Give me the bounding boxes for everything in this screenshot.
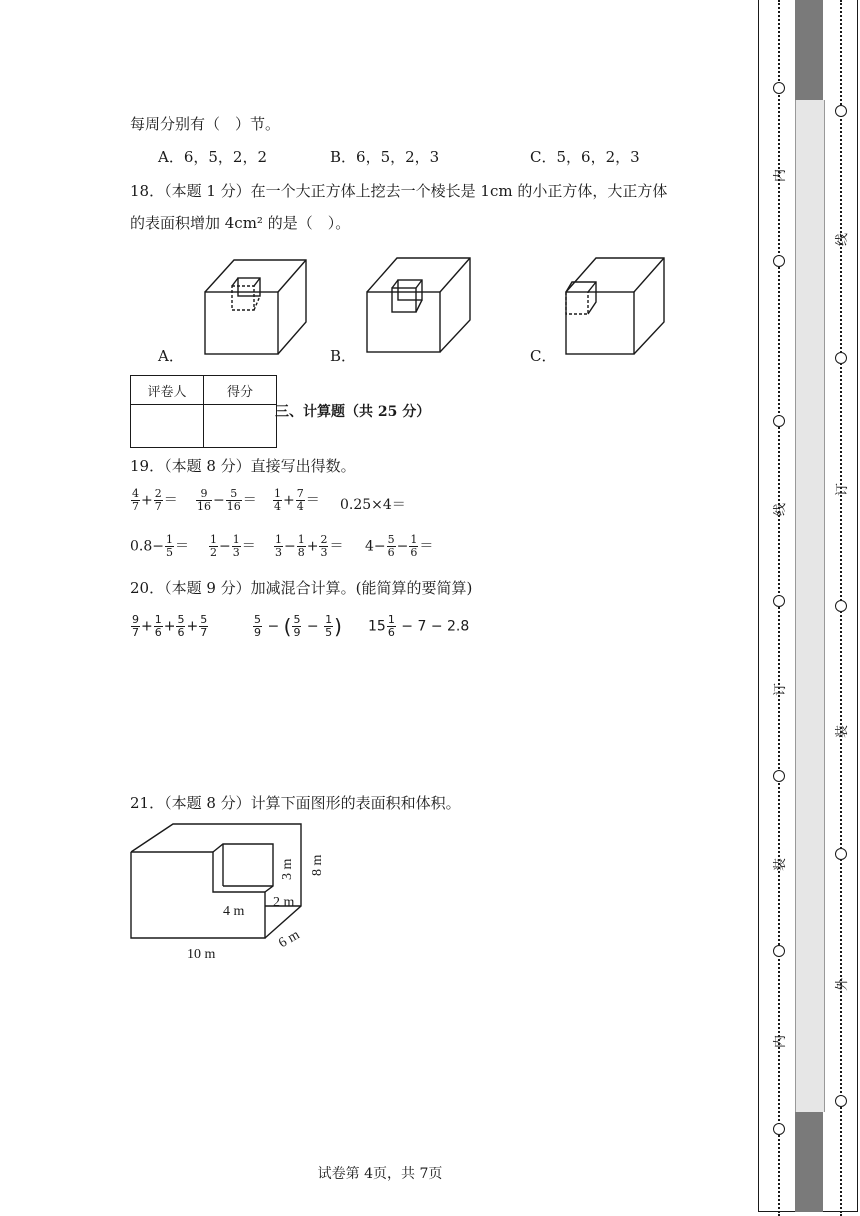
binding-outer-label-2: 订 — [835, 482, 851, 497]
binding-circle — [773, 255, 785, 267]
binding-circle — [835, 848, 847, 860]
dim-cut-height-label: 3 m — [280, 858, 295, 880]
q17-text: 每周分别有（ ）节。 — [130, 115, 281, 133]
q19-row1-expr1: $\frac{4}{7}$ + $\frac{2}{7}$ ＝ — [132, 487, 178, 513]
dim-depth-label: 6 m — [276, 927, 303, 952]
dim-height-label: 8 m — [310, 854, 325, 876]
grader-header-reviewer: 评卷人 — [131, 376, 204, 405]
q17-option-c: C．5，6，2，3 — [530, 148, 640, 166]
q20-title: 20．（本题 9 分）加减混合计算。(能简算的要简算) — [130, 579, 473, 597]
q19-row2-expr4: 4− $\frac{5}{6}$ − $\frac{1}{6}$ ＝ — [365, 533, 434, 559]
binding-inner-label-2: 线 — [773, 502, 789, 517]
dim-cut-depth-label: 2 m — [273, 895, 295, 910]
q19-row2-expr1: 0.8− $\frac{1}{5}$ ＝ — [130, 533, 189, 559]
q20-expr1: $\frac{9}{7}$ + $\frac{1}{6}$ + $\frac{5}{6}$ + $\frac{5}{7}$ — [132, 613, 208, 639]
grader-table — [130, 375, 277, 448]
q19-row1-expr4: 0.25×4＝ — [340, 497, 406, 513]
q18-label-b: B． — [330, 347, 357, 365]
binding-circle — [835, 352, 847, 364]
q18-text-line2: 的表面积增加 4cm² 的是（ ）。 — [130, 214, 351, 232]
binding-outer-label-3: 装 — [835, 724, 851, 739]
cube-a-figure — [205, 260, 306, 354]
binding-circle — [835, 105, 847, 117]
binding-circle — [835, 1095, 847, 1107]
binding-circle — [773, 415, 785, 427]
binding-outer-label-1: 线 — [835, 232, 851, 247]
q17-option-b: B．6，5，2，3 — [330, 148, 440, 166]
q19-row1-expr2: $\frac{9}{16}$ − $\frac{5}{16}$ ＝ — [197, 487, 257, 513]
binding-inner-label-4: 装 — [773, 857, 789, 872]
binding-circle — [773, 595, 785, 607]
binding-outer-label-4: 外 — [835, 977, 851, 992]
dim-width-label: 10 m — [187, 947, 216, 962]
binding-circle — [773, 1123, 785, 1135]
q19-row2-expr2: $\frac{1}{2}$ − $\frac{1}{3}$ ＝ — [210, 533, 256, 559]
q18-text-line1: 18．（本题 1 分）在一个大正方体上挖去一个棱长是 1cm 的小正方体，大正方体 — [130, 182, 668, 200]
q17-option-a: A．6，5，2，2 — [158, 148, 268, 166]
cube-b-figure — [367, 258, 470, 352]
binding-circle — [773, 770, 785, 782]
grader-reviewer-cell — [131, 405, 204, 448]
q18-cube-figures — [150, 250, 670, 370]
binding-inner-label-5: 内 — [773, 1034, 789, 1049]
q19-row1-expr3: $\frac{1}{4}$ + $\frac{7}{4}$ ＝ — [274, 487, 320, 513]
q18-label-a: A． — [158, 347, 184, 365]
binding-circle — [773, 945, 785, 957]
binding-inner-label-3: 订 — [773, 682, 789, 697]
binding-strip-bottom — [795, 1112, 823, 1212]
q19-title: 19．（本题 8 分）直接写出得数。 — [130, 457, 356, 475]
binding-inner-label-1: 内 — [773, 168, 789, 183]
page-footer: 试卷第 4页，共 7页 — [317, 1166, 443, 1182]
binding-circle — [773, 82, 785, 94]
binding-strip-top — [795, 0, 823, 100]
grader-score-cell — [204, 405, 277, 448]
binding-circle — [835, 600, 847, 612]
q20-expr3: 15 $\frac{1}{6}$ − 7 − 2.8 — [368, 613, 470, 639]
section-title: 三、计算题（共 25 分） — [275, 404, 431, 420]
binding-dotted-line-inner — [778, 0, 780, 1216]
q20-expr2: $\frac{5}{9}$ − ( $\frac{5}{9}$ − $\frac{1}{5}$ ) — [254, 613, 342, 639]
dim-cut-width-label: 4 m — [223, 904, 245, 919]
cube-c-figure — [566, 258, 664, 354]
q18-label-c: C． — [530, 347, 557, 365]
binding-strip-middle — [795, 100, 825, 1112]
grader-header-score: 得分 — [204, 376, 277, 405]
q21-title: 21．（本题 8 分）计算下面图形的表面积和体积。 — [130, 794, 461, 812]
q21-solid-figure — [125, 818, 340, 968]
q19-row2-expr3: $\frac{1}{3}$ − $\frac{1}{8}$ + $\frac{2}{3}$ ＝ — [275, 533, 344, 559]
